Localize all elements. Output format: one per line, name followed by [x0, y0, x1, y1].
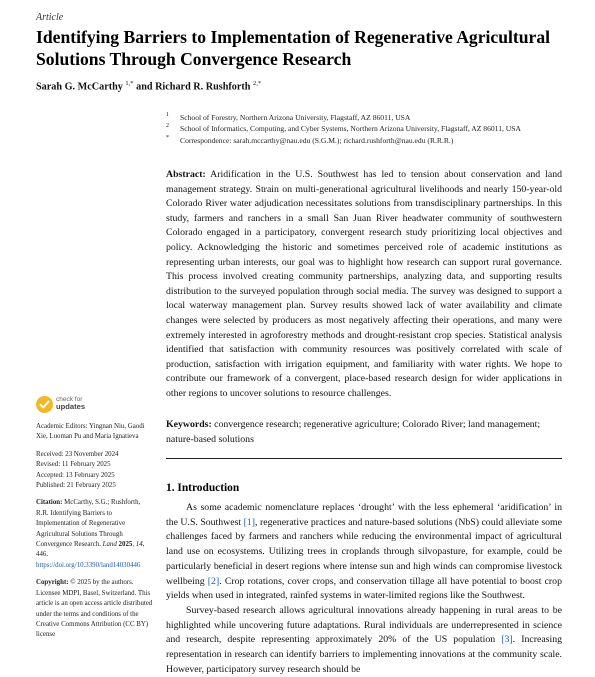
- checkmark-icon: [36, 396, 53, 413]
- abstract-label: Abstract:: [166, 169, 206, 180]
- paragraph: [166, 501, 562, 604]
- article-info-sidebar: [36, 422, 154, 648]
- dates-block: [36, 450, 154, 492]
- citation-link[interactable]: [1]: [243, 516, 256, 528]
- affiliation-item: [166, 123, 566, 134]
- author-affiliation-marker: 1,*: [125, 80, 134, 87]
- abstract: [166, 168, 562, 402]
- affiliation-text: School of Informatics, Computing, and Cyber Systems, Northern Arizona University, Flagstaff, AZ 86011, USA: [180, 124, 521, 134]
- received-date: Received: 23 November 2024: [36, 450, 119, 458]
- affiliation-marker: *: [166, 134, 169, 141]
- copyright-text: © 2025 by the authors. Licensee MDPI, Basel, Switzerland. This article is an open access article distributed under the terms and conditions of the Creative Commons Attribution (CC BY) license: [36, 579, 153, 639]
- citation-pages: 446.: [36, 551, 49, 559]
- doi-link[interactable]: https://doi.org/10.3390/land14030446: [36, 561, 141, 569]
- author-conjunction: and: [136, 81, 156, 93]
- affiliation-text: School of Forestry, Northern Arizona University, Flagstaff, AZ 86011, USA: [180, 113, 411, 122]
- affiliation-marker: 1: [166, 112, 169, 118]
- citation-journal: Land: [102, 541, 117, 549]
- updates-label: updates: [56, 402, 86, 411]
- paragraph-text: . Increasing representation in research can identify barriers to implementing innovations at the community scale. However, participatory survey research should be: [166, 634, 562, 675]
- paragraph-text: Survey-based research allows agricultural innovations already happening in rural areas to be highlighted while uncovering future adaptations. Rural individuals are underrepresented in science and research, despite representing approximately 20% of the US population: [166, 604, 562, 646]
- paragraph: [166, 604, 562, 677]
- citation-text: McCarthy, S.G.; Rushforth, R.R. Identifying Barriers to Implementation of Regenerative Agricultural Solutions Through Convergence Research.: [36, 499, 141, 549]
- academic-editors: Academic Editors: Yingnan Niu, Gaodi Xie, Luoman Pu and Maria Ignatieva: [36, 423, 145, 441]
- paper-title: Identifying Barriers to Implementation of Regenerative Agricultural Solutions Through Convergence Research: [36, 27, 551, 69]
- section-heading: 1. Introduction: [166, 482, 240, 494]
- author-affiliation-marker: 2,*: [253, 80, 262, 87]
- keywords-label: Keywords:: [166, 419, 212, 430]
- paragraph-text: As some academic nomenclature replaces ‘drought’ with the less ephemeral ‘aridification’ in the U.S. Southwest: [166, 502, 562, 528]
- keywords: [166, 418, 562, 447]
- affiliation-item: [166, 135, 566, 146]
- keywords-text: convergence research; regenerative agriculture; Colorado River; land management; nature-based solutions: [166, 419, 541, 445]
- check-for-label: check for: [56, 396, 83, 403]
- citation-block: [36, 498, 154, 571]
- citation-link[interactable]: [2]: [207, 575, 220, 587]
- affiliation-marker: 2: [166, 123, 169, 130]
- article-type-label: Article: [36, 12, 64, 23]
- author-name[interactable]: Sarah G. McCarthy: [36, 81, 123, 93]
- paragraph-text: . Crop rotations, cover crops, and conservation tillage all have potential to boost crop yields when used in integrated, rainfed systems in water-limited regions like the Southwest.: [166, 575, 562, 602]
- citation-volume: , 14,: [132, 541, 145, 549]
- abstract-text: Aridification in the U.S. Southwest has led to tension about conservation and land management strategy. Strain on multi-generational agricultural livelihoods and nearly 150-year-old Colorado River water adjudication necessitates solutions from transdisciplinary partnerships. In this study, farmers and ranchers in a small San Juan River headwater community of southwestern Colorado engaged in a participatory, convergent research study prioritizing local objectives and policy. Acknowledging the historic and sometimes perceived role of academic institutions as representing urban interests, our goal was to highlight how research can support rural governance. This process involved creating community partnerships, analyzing data, and supporting results distribution to the surveyed population through social media. The survey was designed to support a local waterway management plan. Survey results showed lack of water availability and climate changes were selected by producers as most negatively affecting their operations, and many were extremely interested in agroforestry methods and drought-resistant crop species. Statistical analysis identified that satisfaction with community resources was positively correlated with scale of production, satisfaction with irrigation equipment, and familiarity with water rights. We hope to contribute our framework of a convergent, place-based research design for wider applications in other regions to uncover solutions to resource challenges.: [166, 169, 562, 399]
- copyright-block: [36, 578, 154, 640]
- author-list: [36, 80, 261, 92]
- copyright-label: Copyright:: [36, 579, 69, 587]
- accepted-date: Accepted: 13 February 2025: [36, 471, 115, 479]
- revised-date: Revised: 11 February 2025: [36, 461, 111, 469]
- section-divider: [166, 458, 562, 459]
- affiliation-item: [166, 112, 566, 123]
- published-date: Published: 21 February 2025: [36, 482, 116, 490]
- citation-year: 2025: [116, 541, 133, 549]
- citation-label: Citation:: [36, 499, 63, 507]
- correspondence-text[interactable]: Correspondence: sarah.mccarthy@nau.edu (S.G.M.); richard.rushforth@nau.edu (R.R.R.): [180, 135, 454, 145]
- citation-link[interactable]: [3]: [501, 634, 513, 646]
- paragraph-text: , regenerative practices and nature-based solutions (NbS) could alleviate some challenges faced by farmers and ranchers while reducing the environmental impact of agricultural land use on ecosystems. Utilizing trees in croplands through silvopasture, for example, could be particularly beneficial in desert regions where intense sun and high winds can compromise livestock wellbeing: [166, 516, 563, 587]
- check-for-updates-badge[interactable]: [36, 396, 136, 420]
- affiliations: [166, 112, 566, 146]
- author-name[interactable]: Richard R. Rushforth: [155, 81, 251, 93]
- introduction-body: [166, 501, 562, 677]
